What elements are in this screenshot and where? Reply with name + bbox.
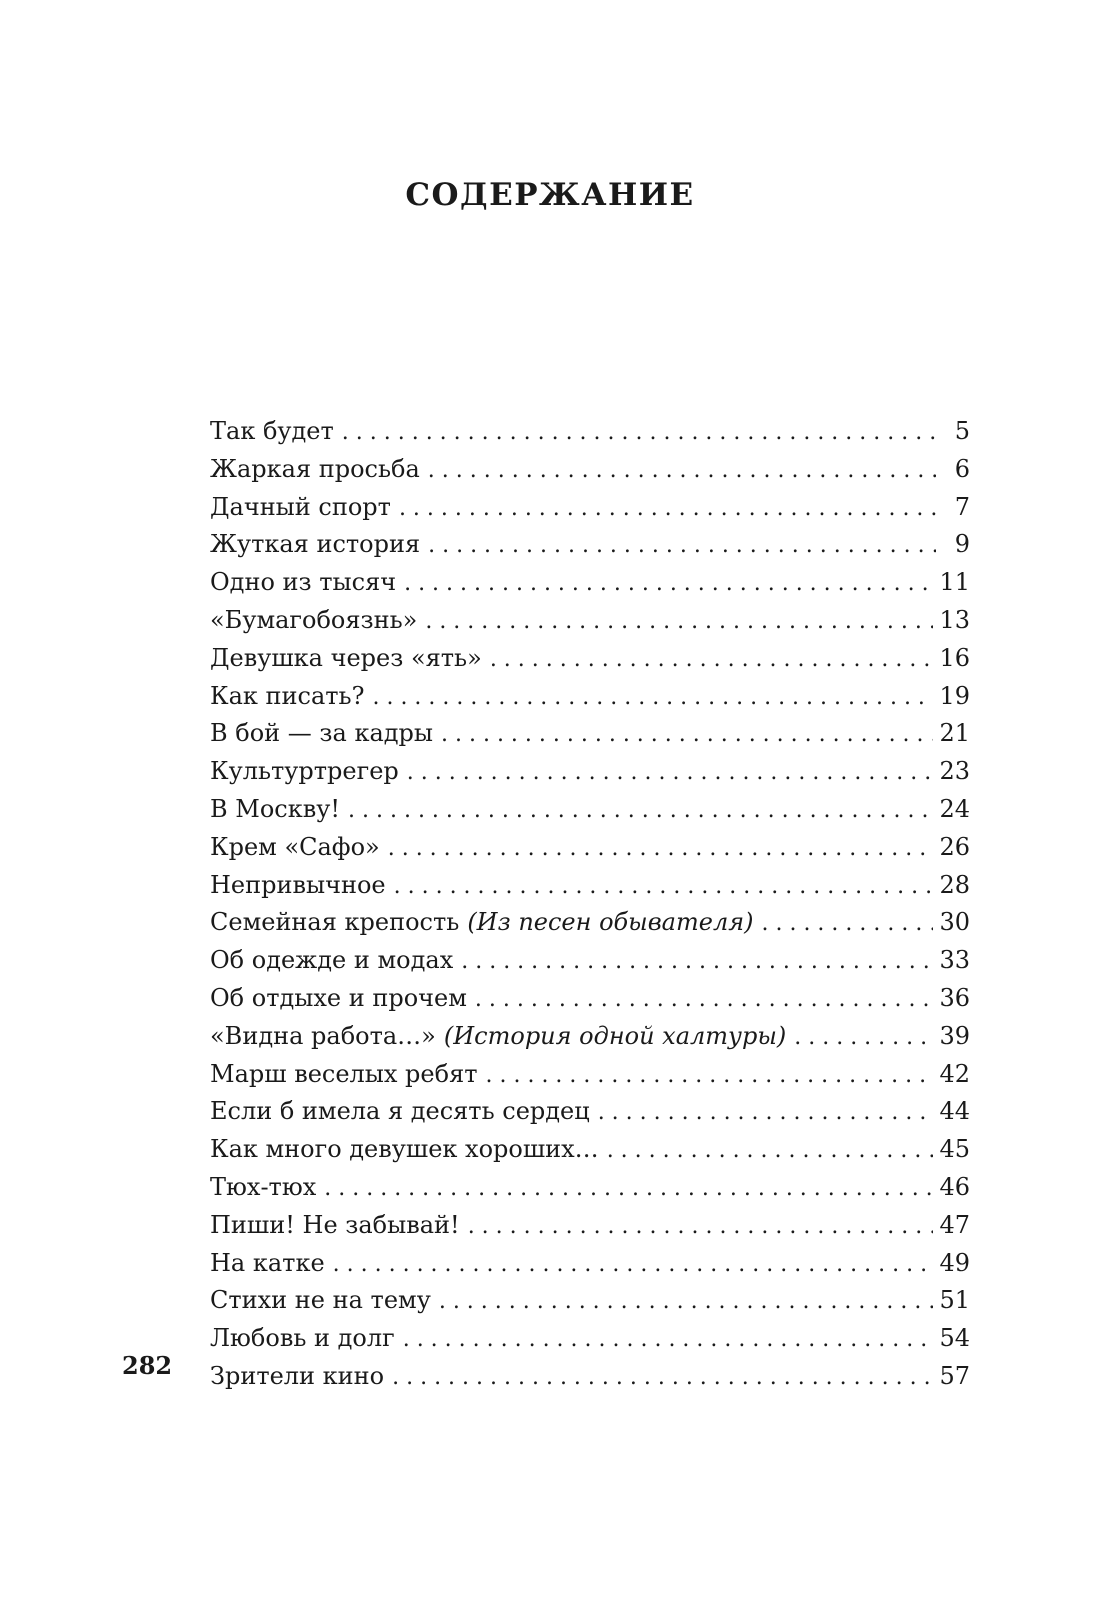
toc-entry-title-text: Непривычное bbox=[210, 870, 386, 899]
toc-entry-title-text: Тюх-тюх bbox=[210, 1172, 317, 1201]
toc-entry bbox=[210, 413, 970, 451]
toc-entry bbox=[210, 1018, 970, 1056]
toc-entry bbox=[210, 564, 970, 602]
toc-entry-page: 24 bbox=[939, 794, 970, 823]
toc-entry-page: 44 bbox=[939, 1097, 970, 1126]
dot-leader bbox=[468, 1207, 934, 1246]
toc-entry-subtitle: (Из песен обывателя) bbox=[467, 908, 754, 937]
toc-entry-title-text: В Москву! bbox=[210, 794, 341, 823]
toc-entry-title bbox=[210, 451, 420, 489]
toc-entry-title bbox=[210, 904, 753, 942]
toc-entry-title-text: Так будет bbox=[210, 417, 334, 445]
toc-entry-page: 13 bbox=[939, 605, 970, 634]
toc-entry bbox=[210, 1358, 970, 1396]
dot-leader bbox=[407, 753, 934, 792]
toc-entry-page: 21 bbox=[939, 719, 970, 748]
toc-entry-page: 47 bbox=[939, 1210, 970, 1239]
toc-entry-page: 46 bbox=[939, 1172, 970, 1201]
toc-entry bbox=[210, 942, 970, 980]
toc-entry bbox=[210, 602, 970, 640]
toc-entry-title-text: «Бумагобоязнь» bbox=[210, 605, 418, 634]
toc-entry-title-text: Одно из тысяч bbox=[210, 568, 397, 597]
toc-entry bbox=[210, 829, 970, 867]
toc-entry-title bbox=[210, 602, 417, 640]
toc-entry-page: 42 bbox=[939, 1059, 970, 1088]
toc-entry-title-text: Марш веселых ребят bbox=[210, 1059, 478, 1088]
toc-entry-page: 9 bbox=[954, 530, 970, 559]
toc-entry bbox=[210, 867, 970, 905]
toc-entry-page: 19 bbox=[939, 681, 970, 710]
toc-entry-page: 54 bbox=[939, 1324, 970, 1353]
toc-entry-title-text: На катке bbox=[210, 1248, 325, 1277]
toc-entry-title-text: Дачный спорт bbox=[210, 492, 391, 521]
toc-entry-title-text: Семейная крепость bbox=[210, 908, 460, 937]
toc-entry-title bbox=[210, 1018, 786, 1056]
toc-entry-title bbox=[210, 489, 391, 527]
toc-entry-title bbox=[210, 1169, 316, 1207]
toc-entry bbox=[210, 526, 970, 564]
toc-entry-title-text: Если б имела я десять сердец bbox=[210, 1097, 590, 1126]
toc-entry-title bbox=[210, 413, 334, 451]
toc-entry-title bbox=[210, 942, 453, 980]
toc-entry-page: 51 bbox=[939, 1286, 970, 1315]
toc-entry-title bbox=[210, 867, 386, 905]
dot-leader bbox=[394, 867, 934, 906]
toc-entry bbox=[210, 980, 970, 1018]
dot-leader bbox=[761, 904, 933, 943]
toc-entry-title-text: «Видна работа…» bbox=[210, 1021, 436, 1050]
toc-entry-title bbox=[210, 1207, 460, 1245]
dot-leader bbox=[372, 678, 933, 717]
toc-entry-title bbox=[210, 564, 396, 602]
dot-leader bbox=[598, 1093, 934, 1132]
toc-entry-title-text: Культуртрегер bbox=[210, 757, 399, 786]
toc-entry-page: 7 bbox=[954, 492, 970, 521]
toc-entry-page: 11 bbox=[939, 568, 970, 597]
toc-entry bbox=[210, 715, 970, 753]
dot-leader bbox=[441, 715, 933, 754]
toc-entry bbox=[210, 1093, 970, 1131]
toc-entry bbox=[210, 1056, 970, 1094]
toc-entry-title-text: Как писать? bbox=[210, 681, 365, 710]
toc-entry-title bbox=[210, 640, 482, 678]
dot-leader bbox=[403, 1320, 934, 1359]
toc-entry-title bbox=[210, 1131, 599, 1169]
toc-entry-title bbox=[210, 678, 364, 716]
toc-entry bbox=[210, 1207, 970, 1245]
toc-entry-page: 36 bbox=[939, 983, 970, 1012]
toc-entry bbox=[210, 451, 970, 489]
toc-entry-title-text: Об отдыхе и прочем bbox=[210, 983, 467, 1012]
toc-entry-title bbox=[210, 1320, 395, 1358]
toc-entry-title bbox=[210, 980, 467, 1018]
toc-entry-title-text: Крем «Сафо» bbox=[210, 832, 380, 861]
toc-entry-page: 28 bbox=[939, 870, 970, 899]
dot-leader bbox=[392, 1358, 933, 1397]
toc-entry bbox=[210, 1245, 970, 1283]
dot-leader bbox=[399, 489, 936, 528]
dot-leader bbox=[794, 1018, 933, 1057]
dot-leader bbox=[486, 1056, 934, 1095]
dot-leader bbox=[388, 829, 934, 868]
toc-entry-title bbox=[210, 1093, 590, 1131]
dot-leader bbox=[404, 564, 933, 603]
toc-entry-title bbox=[210, 1056, 478, 1094]
page-number: 282 bbox=[122, 1351, 173, 1380]
table-of-contents bbox=[210, 413, 970, 1396]
dot-leader bbox=[607, 1131, 934, 1170]
dot-leader bbox=[324, 1169, 933, 1208]
toc-entry-title bbox=[210, 1282, 431, 1320]
toc-entry-title bbox=[210, 526, 420, 564]
toc-entry-page: 45 bbox=[939, 1135, 970, 1164]
toc-entry-page: 16 bbox=[939, 643, 970, 672]
toc-entry-title-text: Пиши! Не забывай! bbox=[210, 1210, 460, 1239]
dot-leader bbox=[348, 791, 933, 830]
toc-entry-title bbox=[210, 715, 433, 753]
dot-leader bbox=[461, 942, 933, 981]
toc-entry-title bbox=[210, 791, 340, 829]
toc-entry-page: 33 bbox=[939, 946, 970, 975]
toc-entry bbox=[210, 753, 970, 791]
toc-entry-title-text: Девушка через «ять» bbox=[210, 643, 482, 672]
toc-entry-title-text: Жуткая история bbox=[210, 530, 421, 559]
toc-entry bbox=[210, 640, 970, 678]
toc-entry-page: 5 bbox=[954, 417, 970, 445]
dot-leader bbox=[428, 451, 936, 490]
toc-entry-title-text: Как много девушек хороших… bbox=[210, 1135, 599, 1164]
toc-entry-title bbox=[210, 829, 380, 867]
toc-entry-page: 26 bbox=[939, 832, 970, 861]
toc-entry-title bbox=[210, 1245, 325, 1283]
toc-entry-subtitle: (История одной халтуры) bbox=[443, 1021, 787, 1050]
toc-entry-title-text: Зрители кино bbox=[210, 1361, 385, 1390]
toc-entry-title-text: В бой — за кадры bbox=[210, 719, 433, 748]
toc-entry-page: 23 bbox=[939, 757, 970, 786]
dot-leader bbox=[439, 1282, 934, 1321]
dot-leader bbox=[342, 413, 936, 452]
dot-leader bbox=[425, 602, 933, 641]
page-title: СОДЕРЖАНИЕ bbox=[405, 176, 695, 213]
toc-entry-page: 39 bbox=[939, 1021, 970, 1050]
toc-entry bbox=[210, 791, 970, 829]
toc-entry bbox=[210, 489, 970, 527]
toc-entry bbox=[210, 904, 970, 942]
toc-entry-title bbox=[210, 753, 399, 791]
toc-entry bbox=[210, 678, 970, 716]
toc-entry-page: 6 bbox=[954, 454, 970, 483]
dot-leader bbox=[333, 1245, 934, 1284]
toc-entry bbox=[210, 1169, 970, 1207]
toc-entry bbox=[210, 1320, 970, 1358]
toc-entry-page: 49 bbox=[939, 1248, 970, 1277]
dot-leader bbox=[490, 640, 934, 679]
toc-entry-title-text: Стихи не на тему bbox=[210, 1286, 431, 1315]
dot-leader bbox=[428, 526, 936, 565]
toc-entry-page: 57 bbox=[939, 1361, 970, 1390]
toc-entry-title-text: Жаркая просьба bbox=[210, 454, 420, 483]
toc-entry-title-text: Любовь и долг bbox=[210, 1324, 395, 1353]
toc-entry-page: 30 bbox=[939, 908, 970, 937]
toc-entry-title-text: Об одежде и модах bbox=[210, 946, 454, 975]
toc-entry-title bbox=[210, 1358, 384, 1396]
dot-leader bbox=[475, 980, 934, 1019]
toc-entry bbox=[210, 1282, 970, 1320]
toc-entry bbox=[210, 1131, 970, 1169]
